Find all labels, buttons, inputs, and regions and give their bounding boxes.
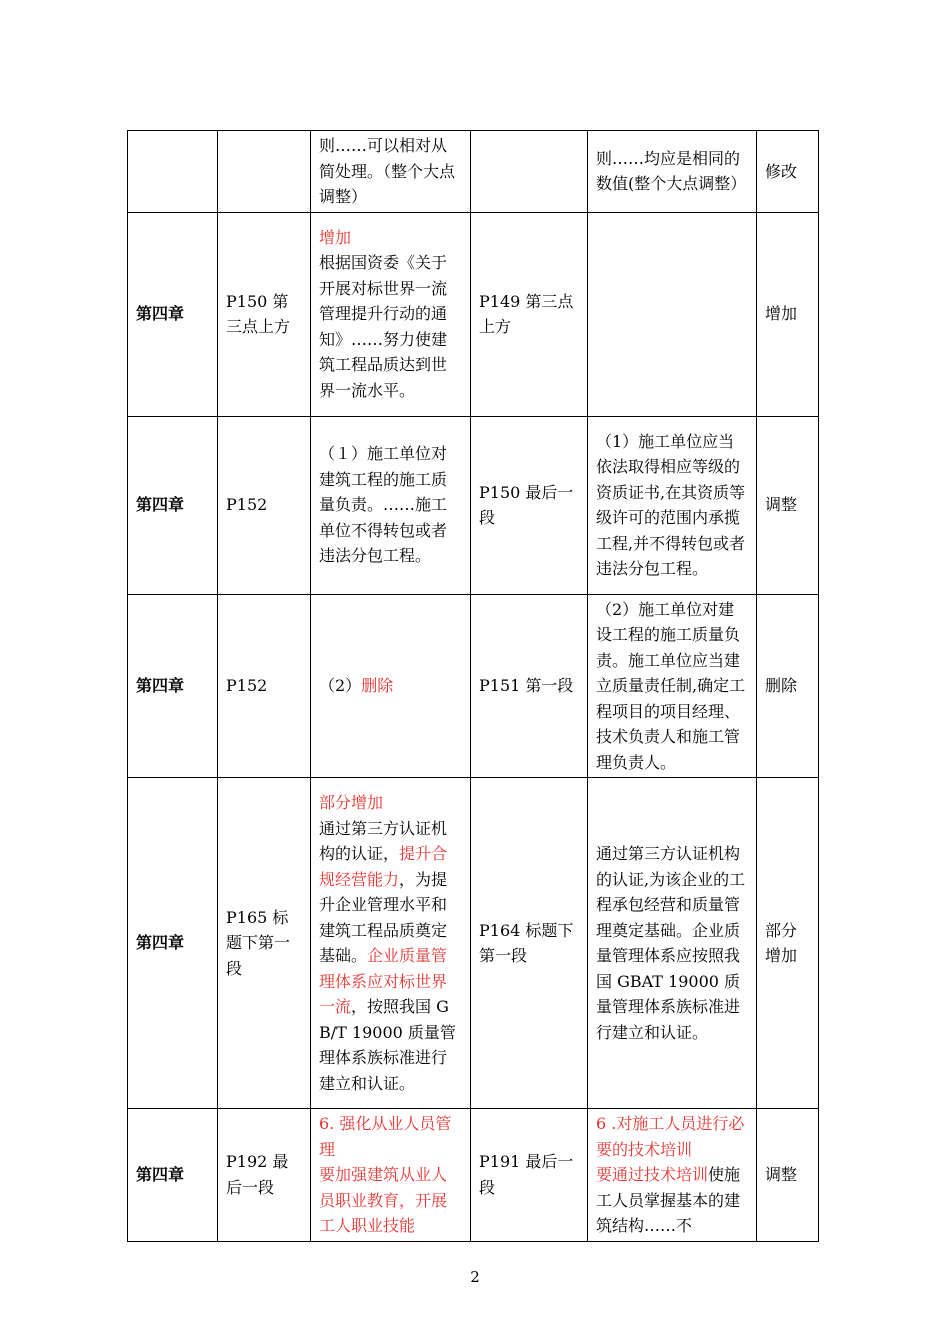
- change-label: 部分增加: [319, 793, 384, 812]
- table-row: [128, 594, 819, 778]
- old-page-cell: P164 标题下第一段: [471, 778, 588, 1109]
- old-content-cell: （2）施工单位对建设工程的施工质量负责。施工单位应当建立质量责任制,确定工程项目的项目经理、技术负责人和施工管理负责人。: [588, 594, 757, 778]
- new-text: ，按照我国 GB/T 19000 质量管理体系族标准进行建立和认证。: [319, 997, 456, 1093]
- old-content-cell: 通过第三方认证机构的认证,为该企业的工程承包经营和质量管理奠定基础。企业质量管理体系应按照我国 GBAT 19000 质量管理体系族标准进行建立和认证。: [588, 778, 757, 1109]
- old-content-cell: [588, 212, 757, 416]
- action-cell: 部分增加: [757, 778, 819, 1109]
- chapter-cell: [128, 131, 218, 213]
- table-row: [128, 416, 819, 594]
- new-page-cell: P152: [218, 416, 311, 594]
- delete-label: 删除: [361, 676, 394, 695]
- new-content-cell: [311, 212, 471, 416]
- new-text: 通过第三方认证机构的认证，: [319, 818, 448, 863]
- action-cell: 调整: [757, 1109, 819, 1242]
- action-cell: 修改: [757, 131, 819, 213]
- new-text: ，为提升企业管理水平和建筑工程品质奠定基础。: [319, 869, 448, 965]
- action-cell: 删除: [757, 594, 819, 778]
- new-text: 根据国资委《关于开展对标世界一流管理提升行动的通知》……努力使建筑工程品质达到世界一流水平。: [319, 253, 448, 400]
- old-page-cell: [471, 131, 588, 213]
- table-row: [128, 1109, 819, 1242]
- new-content-cell: 则……可以相对从简处理。（整个大点调整）: [311, 131, 471, 213]
- table-row: [128, 131, 819, 213]
- new-content-cell: [311, 778, 471, 1109]
- added-text: 提升合规经营能力: [319, 844, 448, 889]
- section-heading: 6 .对施工人员进行必要的技术培训: [596, 1114, 745, 1159]
- page-number: 2: [470, 1268, 480, 1286]
- new-content-cell: （１）施工单位对建筑工程的施工质量负责。……施工单位不得转包或者违法分包工程。: [311, 416, 471, 594]
- chapter-cell: 第四章: [128, 212, 218, 416]
- item-number: （2）: [319, 676, 362, 695]
- section-heading: 6. 强化从业人员管理: [319, 1114, 452, 1159]
- added-text: 企业质量管理体系应对标世界一流: [319, 946, 448, 1016]
- table-row: [128, 778, 819, 1109]
- new-page-cell: [218, 131, 311, 213]
- action-cell: 增加: [757, 212, 819, 416]
- old-text: 使施工人员掌握基本的建筑结构……不: [596, 1165, 741, 1235]
- new-content-cell: [311, 594, 471, 778]
- new-page-cell: P152: [218, 594, 311, 778]
- old-content-cell: （1）施工单位应当依法取得相应等级的资质证书,在其资质等级许可的范围内承揽工程,并不得转包或者违法分包工程。: [588, 416, 757, 594]
- old-content-cell: 则……均应是相同的数值(整个大点调整）: [588, 131, 757, 213]
- revision-table: [127, 130, 819, 1242]
- new-content-cell: [311, 1109, 471, 1242]
- action-cell: 调整: [757, 416, 819, 594]
- highlighted-text: 要通过技术培训: [596, 1165, 709, 1184]
- old-page-cell: P191 最后一段: [471, 1109, 588, 1242]
- change-label: 增加: [319, 227, 352, 247]
- old-content-cell: [588, 1109, 757, 1242]
- chapter-cell: 第四章: [128, 594, 218, 778]
- chapter-cell: 第四章: [128, 1109, 218, 1242]
- old-page-cell: P150 最后一段: [471, 416, 588, 594]
- table-row: [128, 212, 819, 416]
- new-page-cell: P150 第三点上方: [218, 212, 311, 416]
- new-page-cell: P192 最后一段: [218, 1109, 311, 1242]
- new-page-cell: P165 标题下第一段: [218, 778, 311, 1109]
- chapter-cell: 第四章: [128, 778, 218, 1109]
- chapter-cell: 第四章: [128, 416, 218, 594]
- old-page-cell: P149 第三点上方: [471, 212, 588, 416]
- added-text: 要加强建筑从业人员职业教育，开展工人职业技能: [319, 1165, 448, 1235]
- old-page-cell: P151 第一段: [471, 594, 588, 778]
